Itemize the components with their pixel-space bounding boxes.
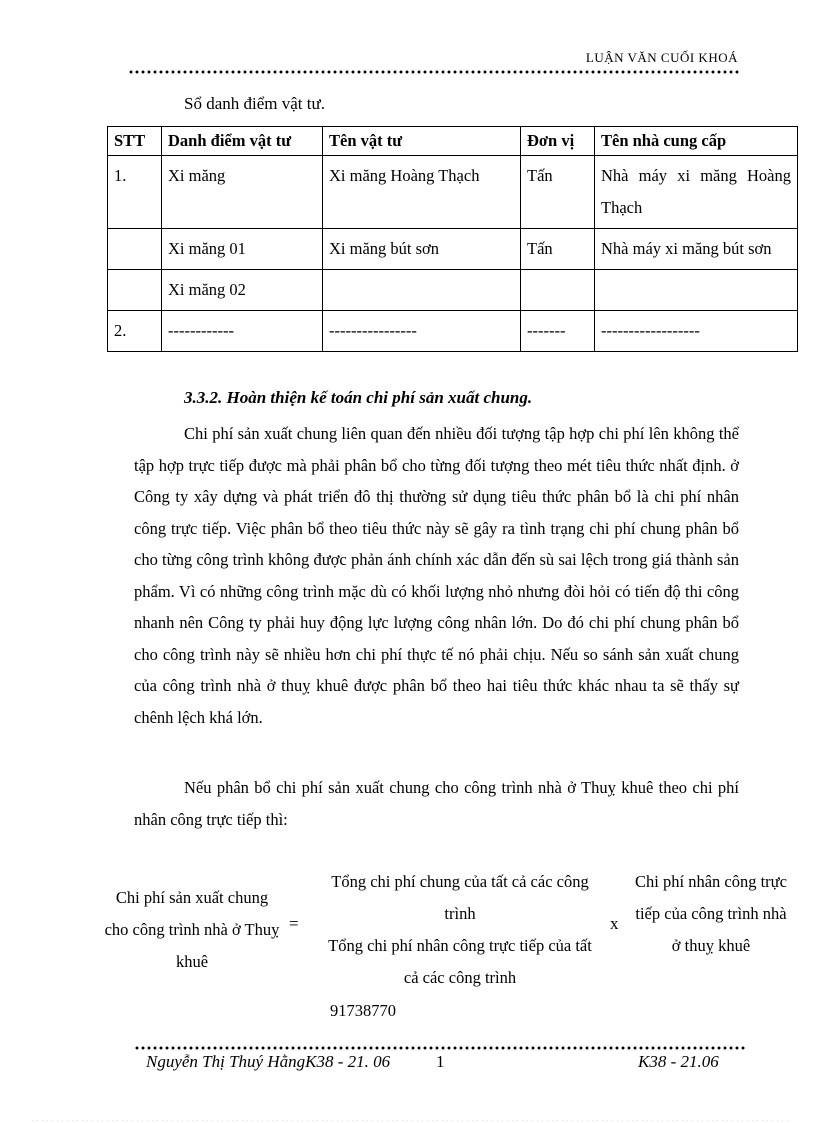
table-cell — [521, 270, 595, 311]
table-cell: Xi măng — [162, 156, 323, 229]
footer-author: Nguyễn Thị Thuý HằngK38 - 21. 06 — [146, 1052, 391, 1071]
table-cell: Xi măng Hoàng Thạch — [323, 156, 521, 229]
formula-equals: = — [289, 914, 299, 933]
formula-value: 91738770 — [330, 1001, 396, 1020]
materials-table — [107, 126, 798, 352]
formula-right-term: Chi phí nhân công trực tiếp của công trình nhà ở thuỵ khuê — [635, 872, 787, 955]
table-cell: Xi măng bút sơn — [323, 229, 521, 270]
table-cell: ------- — [521, 311, 595, 352]
table-cell: ------------------ — [595, 311, 798, 352]
column-header: Đơn vị — [521, 127, 595, 156]
table-cell: 2. — [108, 311, 162, 352]
column-header: Tên vật tư — [323, 127, 521, 156]
section-heading: 3.3.2. Hoàn thiện kế toán chi phí sản xuất chung. — [184, 388, 533, 407]
table-cell: ------------ — [162, 311, 323, 352]
page-edge-line — [30, 1120, 790, 1121]
formula-left-term: Chi phí sản xuất chung cho công trình nhà ở Thuỵ khuê — [104, 888, 280, 971]
table-row — [108, 311, 798, 352]
body-paragraph: Nếu phân bổ chi phí sản xuất chung cho công trình nhà ở Thuỵ khuê theo chi phí nhân công trực tiếp thì: — [134, 778, 739, 829]
table-cell: ---------------- — [323, 311, 521, 352]
table-cell — [595, 270, 798, 311]
table-cell: Tấn — [521, 229, 595, 270]
column-header: Danh điểm vật tư — [162, 127, 323, 156]
footer-divider — [134, 1046, 746, 1050]
column-header: Tên nhà cung cấp — [595, 127, 798, 156]
footer-class: K38 - 21.06 — [638, 1052, 719, 1071]
table-caption: Sổ danh điểm vật tư. — [184, 94, 325, 113]
table-header-row — [108, 127, 798, 156]
page-number: 1 — [436, 1052, 445, 1071]
table-cell: Xi măng 02 — [162, 270, 323, 311]
formula-denominator: Tổng chi phí nhân công trực tiếp của tất cả các công trình — [328, 936, 592, 987]
table-row — [108, 270, 798, 311]
header-divider — [128, 70, 740, 74]
body-paragraph: Chi phí sản xuất chung liên quan đến nhiều đối tượng tập hợp chi phí lên không thể tập hợp trực tiếp được mà phải phân bổ cho từng đối tượng theo mét tiêu thức nhất định. ở Công ty xây dựng và phát triển đô thị thường sử dụng tiêu thức phân bổ là chi phí nhân công trực tiếp. Việc phân bổ theo tiêu thức này sẽ gây ra tình trạng chi phí chung phân bổ cho từng công trình không được phản ánh chính xác dẫn đến sù sai lệch trong giá thành sản phẩm. Vì có những công trình mặc dù có khối lượng nhỏ nhưng đòi hỏi có tiến độ thi công nhanh nên Công ty phải huy động lực lượng công nhân lớn. Do đó chi phí chung phân bổ cho công trình này sẽ nhiều hơn chi phí thực tế nó phải chịu. Nếu so sánh sản xuất chung của công trình nhà ở thuỵ khuê được phân bổ theo hai tiêu thức khác nhau ta sẽ thấy sự chênh lệch khá lớn. — [134, 424, 739, 727]
table-cell: Tấn — [521, 156, 595, 229]
table-cell: Xi măng 01 — [162, 229, 323, 270]
table-row — [108, 156, 798, 229]
table-cell: 1. — [108, 156, 162, 229]
header-title: LUẬN VĂN CUỐI KHOÁ — [585, 50, 738, 65]
table-cell — [108, 270, 162, 311]
formula-times: x — [610, 914, 619, 933]
table-cell: Nhà máy xi măng bút sơn — [595, 229, 798, 270]
table-cell — [108, 229, 162, 270]
table-cell — [323, 270, 521, 311]
table-cell: Nhà máy xi măng Hoàng Thạch — [595, 156, 798, 229]
column-header: STT — [108, 127, 162, 156]
formula-numerator: Tổng chi phí chung của tất cả các công trình — [331, 872, 589, 923]
table-row — [108, 229, 798, 270]
